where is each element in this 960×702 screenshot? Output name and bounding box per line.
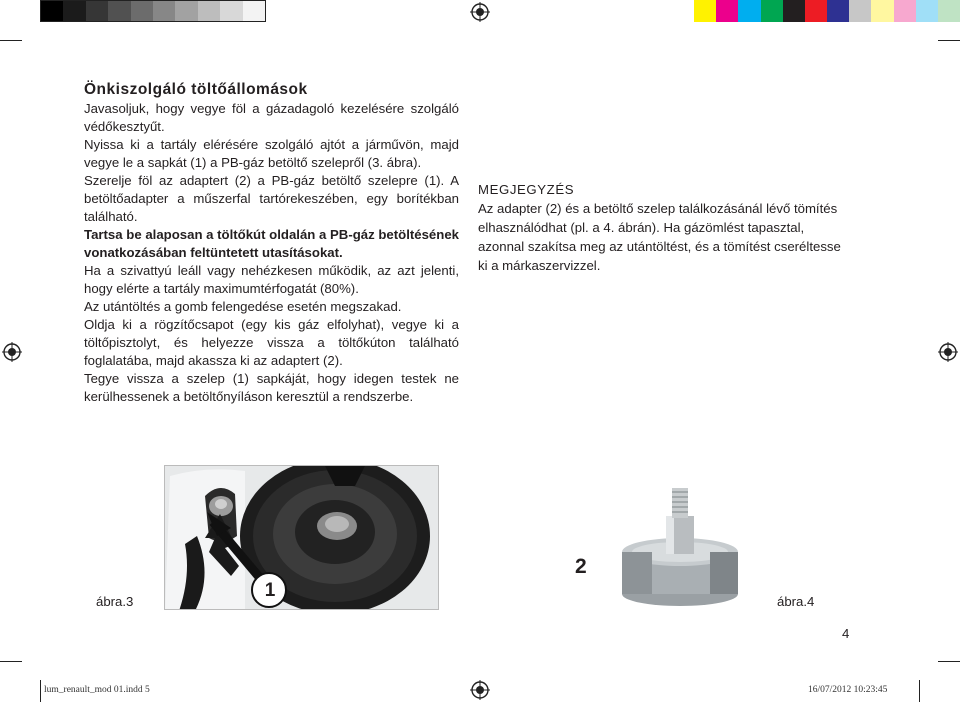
color-swatch	[827, 0, 849, 22]
paragraph-instructions: Tartsa be alaposan a töltőkút oldalán a PB-gáz betöltésének vonatkozásában feltüntetett utasításokat.	[84, 227, 459, 260]
figure-4-caption: ábra.4	[777, 594, 815, 609]
color-swatch	[153, 1, 175, 21]
registration-mark-icon	[2, 342, 22, 362]
color-swatch	[783, 0, 805, 22]
figure-4-photo	[552, 466, 777, 611]
crop-mark	[0, 661, 22, 662]
section-heading: Önkiszolgáló töltőállomások	[84, 81, 308, 98]
color-swatch	[761, 0, 783, 22]
color-swatch	[716, 0, 738, 22]
crop-mark	[938, 40, 960, 41]
color-swatch	[894, 0, 916, 22]
color-swatch	[220, 1, 242, 21]
color-swatch	[131, 1, 153, 21]
footer-timestamp: 16/07/2012 10:23:45	[808, 685, 888, 695]
crop-mark	[0, 40, 22, 41]
registration-mark-icon	[470, 2, 490, 22]
figure-3-photo	[164, 465, 439, 610]
color-swatch	[86, 1, 108, 21]
note-text: Az adapter (2) és a betöltő szelep találkozásánál lévő tömítés elhasználódhat (pl. a 4. ábrán). Ha gázömlést tapasztal, azonnal szakítsa meg az utántöltést, és a tömítést cseréltesse ki a márkaszervizzel.	[478, 201, 841, 273]
paragraph-gloves: Javasoljuk, hogy vegye föl a gázadagoló kezelésére szolgáló védőkesztyűt.	[84, 101, 459, 134]
color-swatch	[175, 1, 197, 21]
color-swatch	[938, 0, 960, 22]
color-swatch	[243, 1, 265, 21]
note-title: MEGJEGYZÉS	[478, 182, 575, 197]
color-swatch	[198, 1, 220, 21]
color-bar	[694, 0, 960, 22]
color-swatch	[694, 0, 716, 22]
figure-3-caption: ábra.3	[96, 594, 134, 609]
paragraph-open-door: Nyissa ki a tartály elérésére szolgáló ajtót a járművön, majd vegye le a sapkát (1) a PB-gáz betöltő szelepről (3. ábra).	[84, 137, 459, 170]
paragraph-release-button: Az utántöltés a gomb felengedése esetén megszakad.	[84, 299, 402, 314]
figure-4-label: 2	[575, 555, 587, 578]
paragraph-pump-stops: Ha a szivattyú leáll vagy nehézkesen működik, az azt jelenti, hogy elérte a tartály maximumtérfogatát (80%).	[84, 263, 459, 296]
registration-mark-icon	[470, 680, 490, 700]
color-swatch	[805, 0, 827, 22]
crop-mark	[938, 661, 960, 662]
main-text-column	[84, 80, 459, 406]
grayscale-bar	[40, 0, 266, 22]
color-swatch	[738, 0, 760, 22]
crop-mark	[40, 680, 41, 702]
paragraph-release-pin: Oldja ki a rögzítőcsapot (egy kis gáz elfolyhat), vegye ki a töltőpisztolyt, és helyezze vissza a töltőkúton található foglalatába, majd akassza ki az adaptert (2).	[84, 317, 459, 368]
figure-3-label: 1	[264, 580, 276, 601]
color-swatch	[849, 0, 871, 22]
color-swatch	[108, 1, 130, 21]
paragraph-replace-cap: Tegye vissza a szelep (1) sapkáját, hogy idegen testek ne kerülhessenek a betöltőnyíláson keresztül a rendszerbe.	[84, 371, 459, 404]
page-number: 4	[842, 626, 850, 641]
paragraph-fit-adapter: Szerelje föl az adaptert (2) a PB-gáz betöltő szelepre (1). A betöltőadapter a műszerfal tartórekeszében, egy borítékban található.	[84, 173, 459, 224]
color-swatch	[871, 0, 893, 22]
registration-mark-icon	[938, 342, 958, 362]
color-swatch	[916, 0, 938, 22]
color-swatch	[63, 1, 85, 21]
note-box	[478, 180, 854, 275]
crop-mark	[919, 680, 920, 702]
color-swatch	[41, 1, 63, 21]
footer-file-name: lum_renault_mod 01.indd 5	[44, 685, 150, 695]
